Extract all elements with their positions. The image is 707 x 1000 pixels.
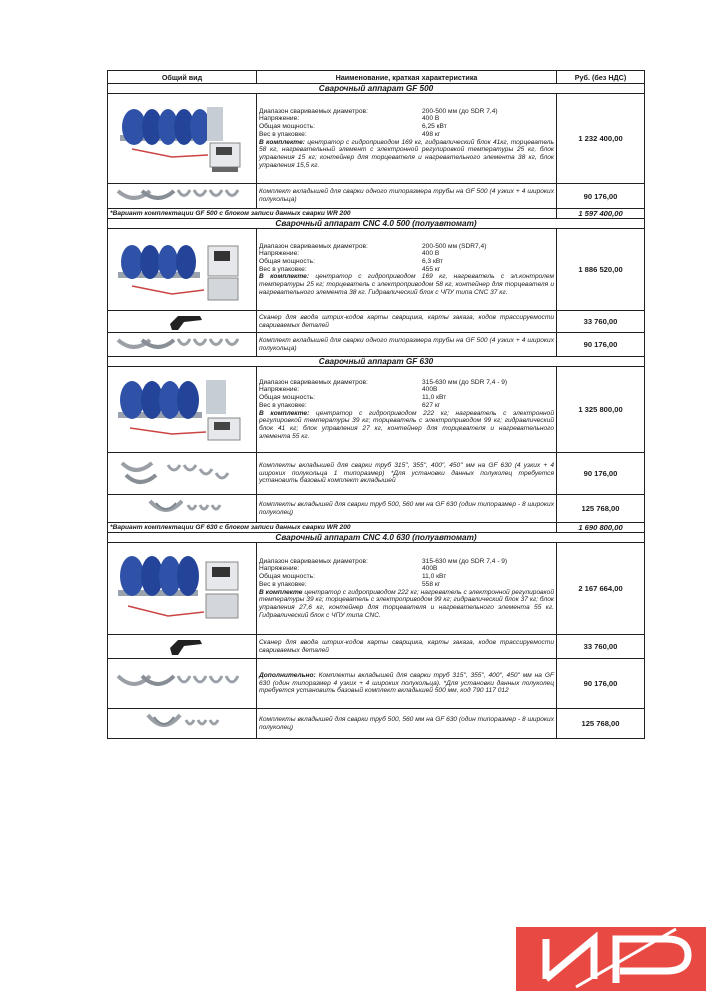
item-description: Дополнительно: Комплекты вкладышей для сварки труб 315", 355", 400", 450" мм на GF 630 (один типоразмер 4 узких + 4 широких полукольца). *Для установки данных полуколец требуется установить базовый комплект вкладышей 500 мм, код 790 117 012: [257, 659, 557, 709]
machine-image: [112, 232, 252, 308]
inserts-image: [112, 455, 252, 493]
header-name: Наименование, краткая характеристика: [257, 71, 557, 84]
section-title: Сварочный аппарат CNC 4.0 500 (полуавтомат): [108, 219, 645, 229]
variant-text: *Вариант комплектации GF 630 с блоком записи данных сварки WR 200: [108, 523, 557, 533]
company-logo: [516, 927, 706, 991]
item-description: Комплекты вкладышей для сварки труб 315", 355", 400", 450" мм на GF 630 (4 узких + 4 широких полукольца 1 типоразмер) *Для установки данных полуколец требуется установить базовый комплект вкладышей: [257, 453, 557, 495]
inserts-image: [112, 711, 252, 737]
table-row: [108, 367, 645, 453]
price-cell: 33 760,00: [557, 311, 645, 333]
scanner-image: [112, 312, 252, 332]
machine-photo: [108, 543, 257, 635]
section-title: Сварочный аппарат CNC 4.0 630 (полуавтомат): [108, 533, 645, 543]
item-description: Комплект вкладышей для сварки одного типоразмера трубы на GF 500 (4 узких + 4 широких полукольца): [257, 333, 557, 357]
machine-image: [112, 546, 252, 632]
machine-description: Диапазон свариваемых диаметров: 200-500 мм (SDR7,4) Напряжение: 400 В Общая мощность: 6,3 кВт Вес в упаковке: 455 кг В комплекте: центратор с гидроприводом 169 кг, нагреватель с эл.контролем температуры 25 кг; торцеватель с электроприводом 58 кг, контейнер для торцевателя и нагревательного элемента 38 кг. Гидравлический блок с ЧПУ типа CNC 37 кг.: [257, 229, 557, 311]
table-row: [108, 184, 645, 209]
machine-image: [112, 370, 252, 450]
scanner-photo: [108, 635, 257, 659]
variant-price: 1 597 400,00: [557, 209, 645, 219]
price-cell: 90 176,00: [557, 333, 645, 357]
inserts-photo: [108, 659, 257, 709]
item-description: Комплект вкладышей для сварки одного типоразмера трубы на GF 500 (4 узких + 4 широких полукольца): [257, 184, 557, 209]
scanner-photo: [108, 311, 257, 333]
price-cell: 125 768,00: [557, 495, 645, 523]
price-cell: 33 760,00: [557, 635, 645, 659]
price-cell: 1 886 520,00: [557, 229, 645, 311]
section-title: Сварочный аппарат GF 500: [108, 84, 645, 94]
variant-row: [108, 209, 645, 219]
price-cell: 90 176,00: [557, 453, 645, 495]
table-row: [108, 94, 645, 184]
table-row: [108, 659, 645, 709]
table-row: [108, 333, 645, 357]
inserts-photo: [108, 495, 257, 523]
price-cell: 125 768,00: [557, 709, 645, 739]
machine-description: Диапазон свариваемых диаметров: 315-630 мм (до SDR 7,4 - 9) Напряжение: 400В Общая мощность: 11,0 кВт Вес в упаковке: 558 кг В комплекте центратор с гидроприводом 222 кг; нагреватель с электронной регулировкой температуры 39 кг; торцеватель с электроприводом 99 кг; гидравлический блок 37 кг; блок управления 27,6 кг, контейнер для торцевателя и нагревательного элемента 55 кг. Гидравлический блок с ЧПУ типа CNC.: [257, 543, 557, 635]
table-header-row: [108, 71, 645, 84]
item-description: Сканер для ввода штрих-кодов карты сварщика, карты заказа, кодов трассируемости свариваемых деталей: [257, 311, 557, 333]
section-title: Сварочный аппарат GF 630: [108, 357, 645, 367]
table-row: [108, 311, 645, 333]
price-cell: 90 176,00: [557, 659, 645, 709]
variant-text: *Вариант комплектации GF 500 с блоком записи данных сварки WR 200: [108, 209, 557, 219]
table-row: [108, 495, 645, 523]
inserts-image: [112, 185, 252, 207]
section-title-row: [108, 357, 645, 367]
header-price: Руб. (без НДС): [557, 71, 645, 84]
item-description: Комплекты вкладышей для сварки труб 500, 560 мм на GF 630 (один типоразмер - 8 широких полуколец): [257, 495, 557, 523]
table-row: [108, 453, 645, 495]
inserts-image: [112, 334, 252, 356]
machine-image: [112, 97, 252, 181]
variant-price: 1 690 800,00: [557, 523, 645, 533]
section-title-row: [108, 84, 645, 94]
table-row: [108, 635, 645, 659]
price-cell: 90 176,00: [557, 184, 645, 209]
scanner-image: [112, 636, 252, 658]
machine-photo: [108, 94, 257, 184]
price-cell: 1 232 400,00: [557, 94, 645, 184]
machine-description: Диапазон свариваемых диаметров: 315-630 мм (до SDR 7,4 - 9) Напряжение: 400В Общая мощность: 11,0 кВт Вес в упаковке: 627 кг В комплекте: центратор с гидроприводом 222 кг; нагреватель с электронной регулировкой температуры 39 кг; торцеватель с электроприводом 99 кг; гидравлический блок 41 кг; блок управления 27 кг, контейнер для торцевателя и нагревательного элемента 55 кг.: [257, 367, 557, 453]
inserts-image: [112, 497, 252, 521]
inserts-photo: [108, 184, 257, 209]
section-title-row: [108, 219, 645, 229]
inserts-photo: [108, 709, 257, 739]
price-cell: 2 167 664,00: [557, 543, 645, 635]
inserts-photo: [108, 453, 257, 495]
variant-row: [108, 523, 645, 533]
machine-description: Диапазон свариваемых диаметров: 200-500 мм (до SDR 7,4) Напряжение: 400 В Общая мощность: 6,25 кВт Вес в упаковке: 498 кг В комплекте: центратор с гидроприводом 169 кг, гидравлический блок 41кг, торцеватель 58 кг, нагревательный элемент с электронной регулировкой температуры 25 кг, блок управления 15 кг; контейнер для торцевателя и нагревательного элемента 38 кг, блок управления 15,5 кг.: [257, 94, 557, 184]
inserts-image: [112, 664, 252, 704]
table-row: [108, 709, 645, 739]
table-row: [108, 543, 645, 635]
item-description: Сканер для ввода штрих-кодов карты сварщика, карты заказа, кодов трассируемости свариваемых деталей: [257, 635, 557, 659]
logo-ir-icon: [516, 927, 706, 991]
price-cell: 1 325 800,00: [557, 367, 645, 453]
item-description: Комплекты вкладышей для сварки труб 500, 560 мм на GF 630 (один типоразмер - 8 широких полуколец): [257, 709, 557, 739]
price-table: [107, 70, 645, 739]
header-view: Общий вид: [108, 71, 257, 84]
machine-photo: [108, 367, 257, 453]
section-title-row: [108, 533, 645, 543]
inserts-photo: [108, 333, 257, 357]
machine-photo: [108, 229, 257, 311]
table-row: [108, 229, 645, 311]
